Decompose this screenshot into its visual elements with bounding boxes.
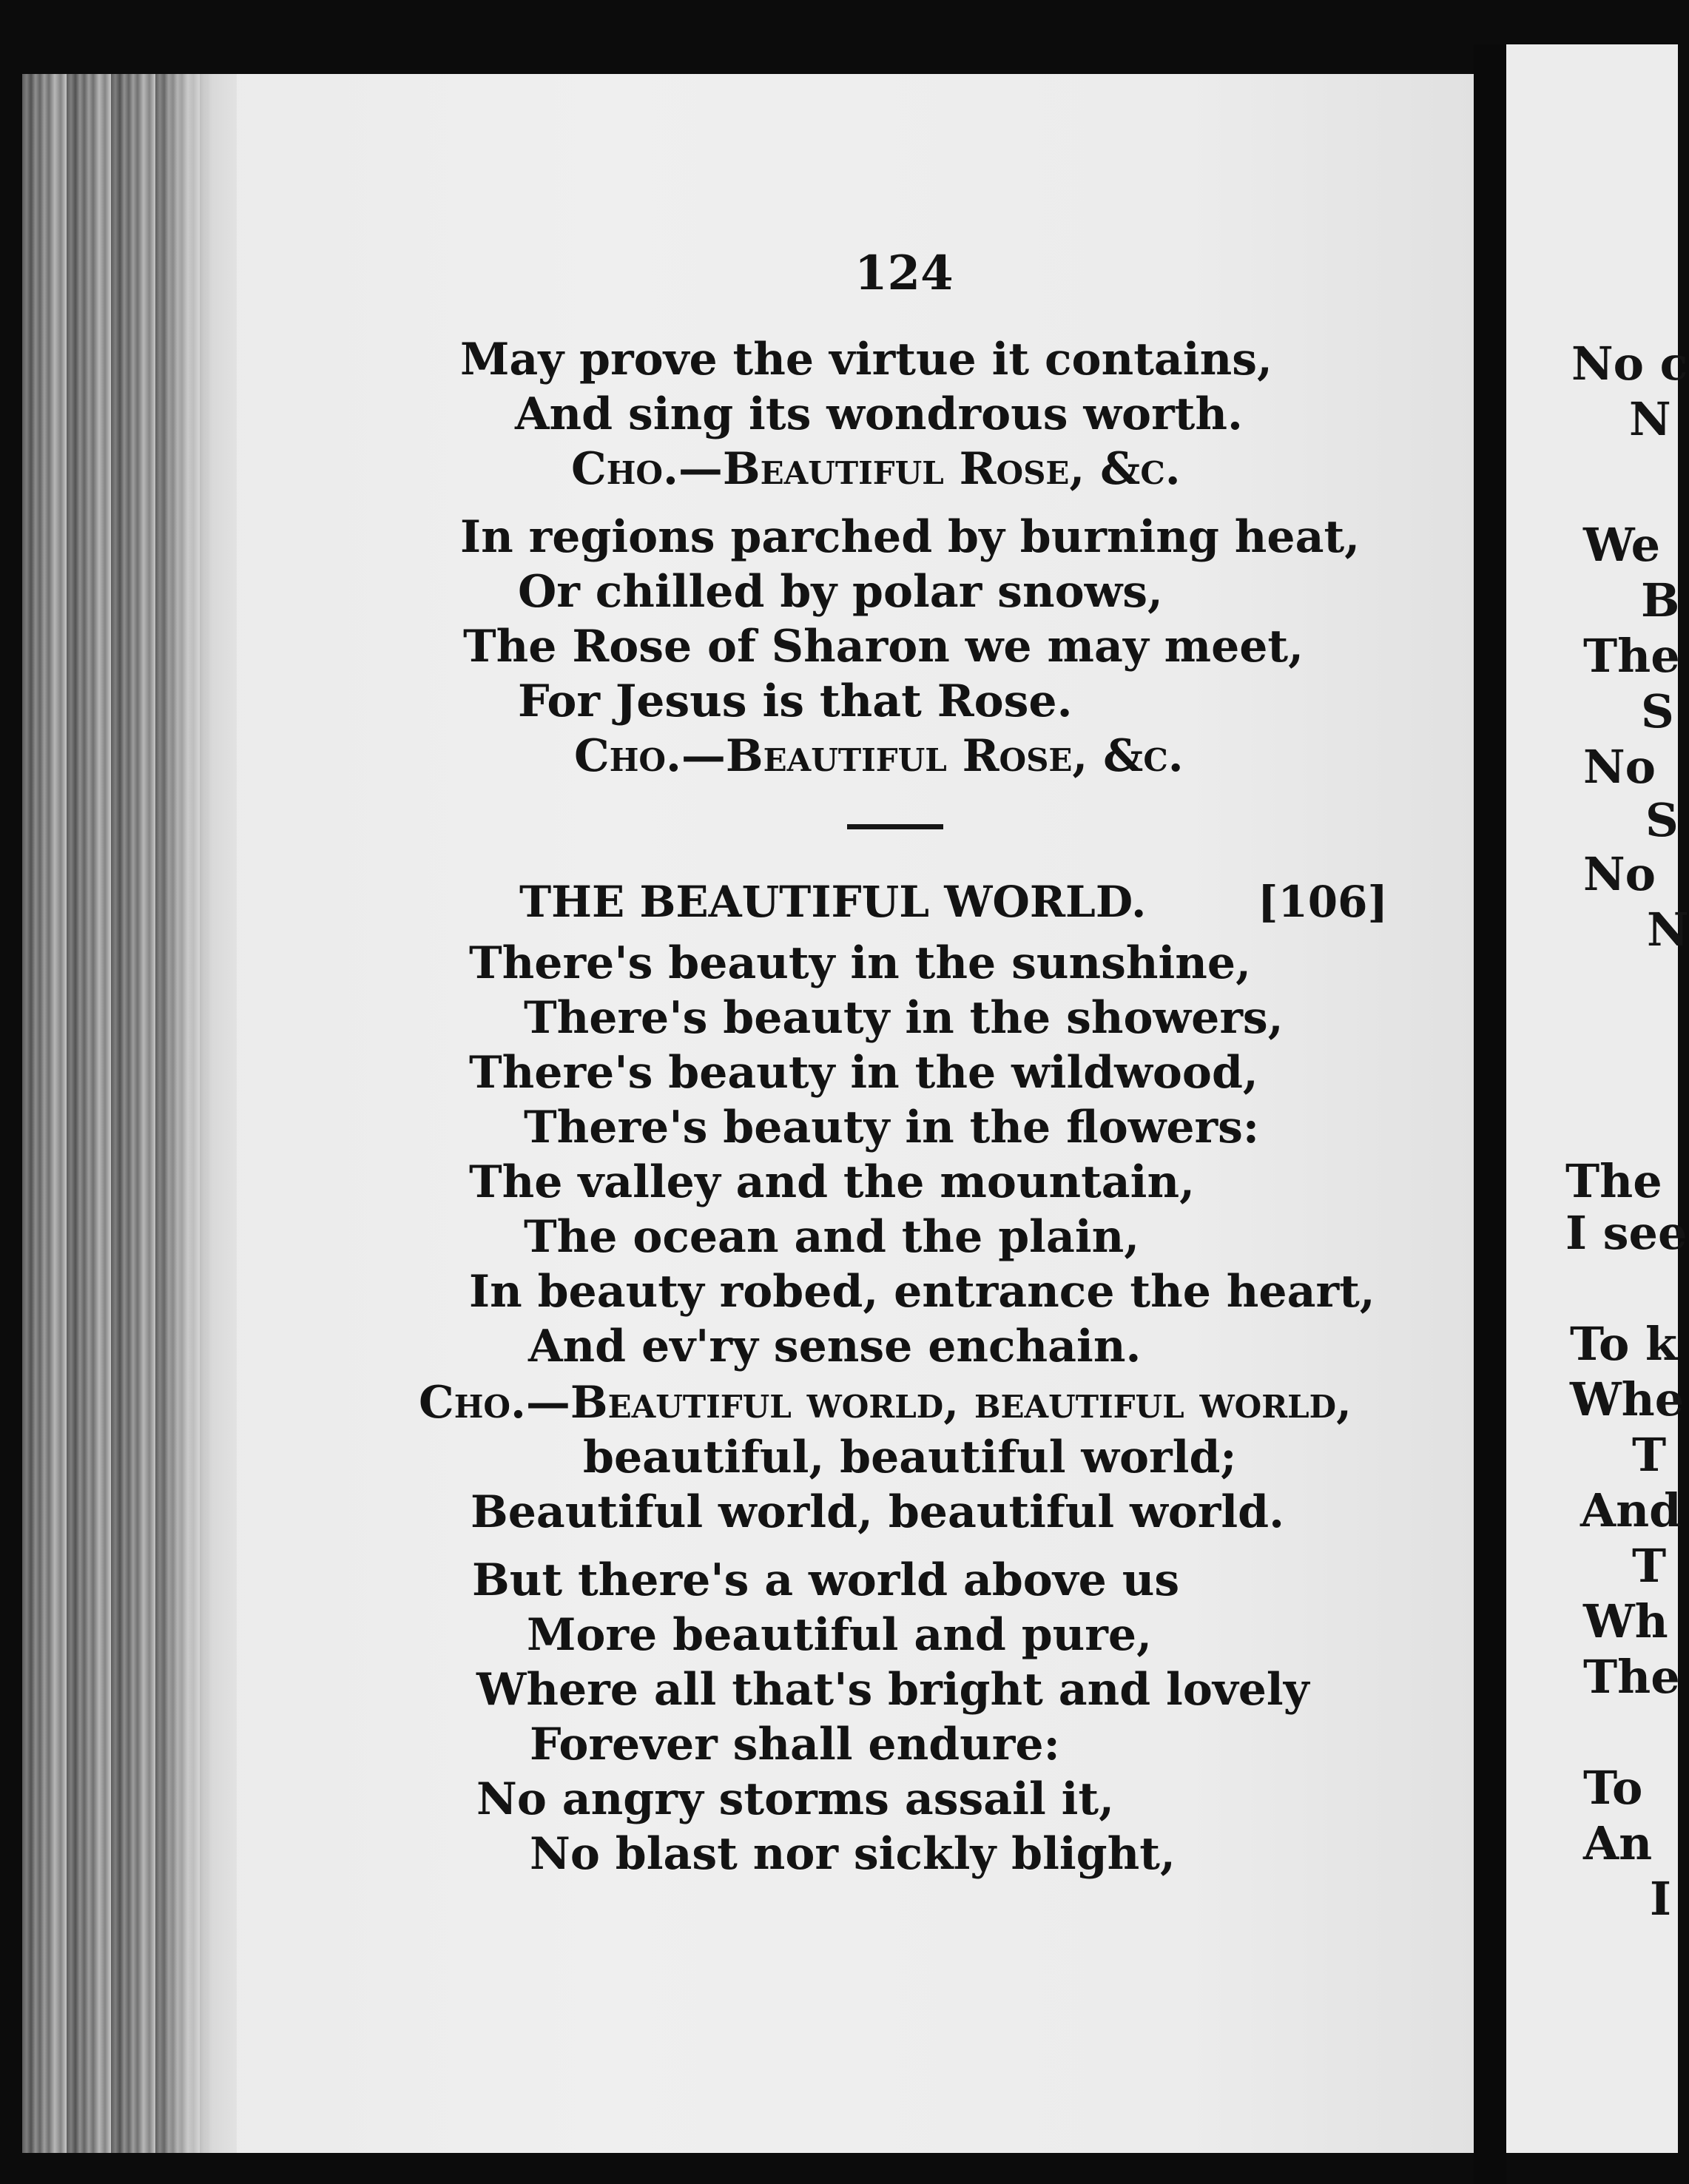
verse-line: But there's a world above us [472,1554,1180,1606]
hymn-number: [106] [1258,877,1388,927]
verse-line: There's beauty in the showers, [524,992,1284,1044]
verse-line: Or chilled by polar snows, [518,566,1163,618]
chorus-reference: Cho.—Beautiful Rose, &c. [571,443,1181,495]
facing-page-fragment: S [1645,793,1679,847]
verse-line: Forever shall endure: [530,1719,1060,1770]
verse-line: And ev'ry sense enchain. [528,1321,1142,1372]
facing-page-fragment: The [1583,1650,1680,1704]
facing-page-fragment: The [1565,1154,1662,1208]
facing-page-fragment: An [1583,1816,1653,1870]
facing-page-fragment: Whe [1570,1372,1685,1426]
verse-line: May prove the virtue it contains, [460,334,1272,385]
facing-page-fragment: N [1647,903,1689,957]
verse-line: The ocean and the plain, [524,1211,1140,1263]
facing-page-fragment: No [1583,847,1656,901]
facing-page-fragment: To [1583,1761,1643,1815]
verse-line: Where all that's bright and lovely [476,1664,1309,1716]
chorus-reference: Cho.—Beautiful Rose, &c. [574,730,1184,782]
verse-line: More beautiful and pure, [527,1609,1152,1661]
verse-line: No blast nor sickly blight, [530,1828,1176,1880]
hymn-title: THE BEAUTIFUL WORLD. [519,877,1147,927]
facing-page-fragment: We [1583,518,1661,572]
section-divider [847,824,943,829]
facing-page-fragment: B [1641,573,1680,627]
facing-page-fragment: S [1641,684,1674,738]
page-edge-shadow [155,74,237,2153]
book-gutter [1474,44,1506,2184]
chorus-line: Cho.—Beautiful world, beautiful world, [419,1377,1352,1429]
facing-page-fragment: The [1583,629,1680,683]
verse-line: In regions parched by burning heat, [460,511,1361,563]
facing-page-fragment: T [1632,1539,1667,1593]
verse-line: There's beauty in the sunshine, [469,937,1251,989]
chorus-line: beautiful, beautiful world; [583,1432,1237,1483]
verse-line: There's beauty in the flowers: [524,1102,1260,1153]
verse-line: The valley and the mountain, [469,1156,1195,1208]
verse-line: No angry storms assail it, [476,1773,1115,1825]
verse-line: In beauty robed, entrance the heart, [469,1266,1375,1318]
facing-page-fragment: T [1632,1428,1667,1482]
facing-page-fragment: I [1650,1872,1672,1926]
chorus-line: Beautiful world, beautiful world. [471,1486,1284,1538]
verse-line: For Jesus is that Rose. [518,675,1073,727]
facing-page-fragment: No c [1571,337,1688,391]
verse-line: And sing its wondrous worth. [515,388,1243,440]
facing-page-fragment: To k [1570,1317,1677,1371]
verse-line: The Rose of Sharon we may meet, [463,621,1304,673]
facing-page-fragment: No [1583,740,1656,794]
page-number: 124 [854,246,954,301]
verse-line: There's beauty in the wildwood, [469,1047,1258,1099]
facing-page [1506,44,1689,2153]
facing-page-fragment: And [1580,1483,1682,1537]
facing-page-fragment: Wh [1583,1594,1668,1648]
facing-page-fragment: I see [1565,1206,1688,1260]
facing-page-fragment: N [1629,392,1671,446]
